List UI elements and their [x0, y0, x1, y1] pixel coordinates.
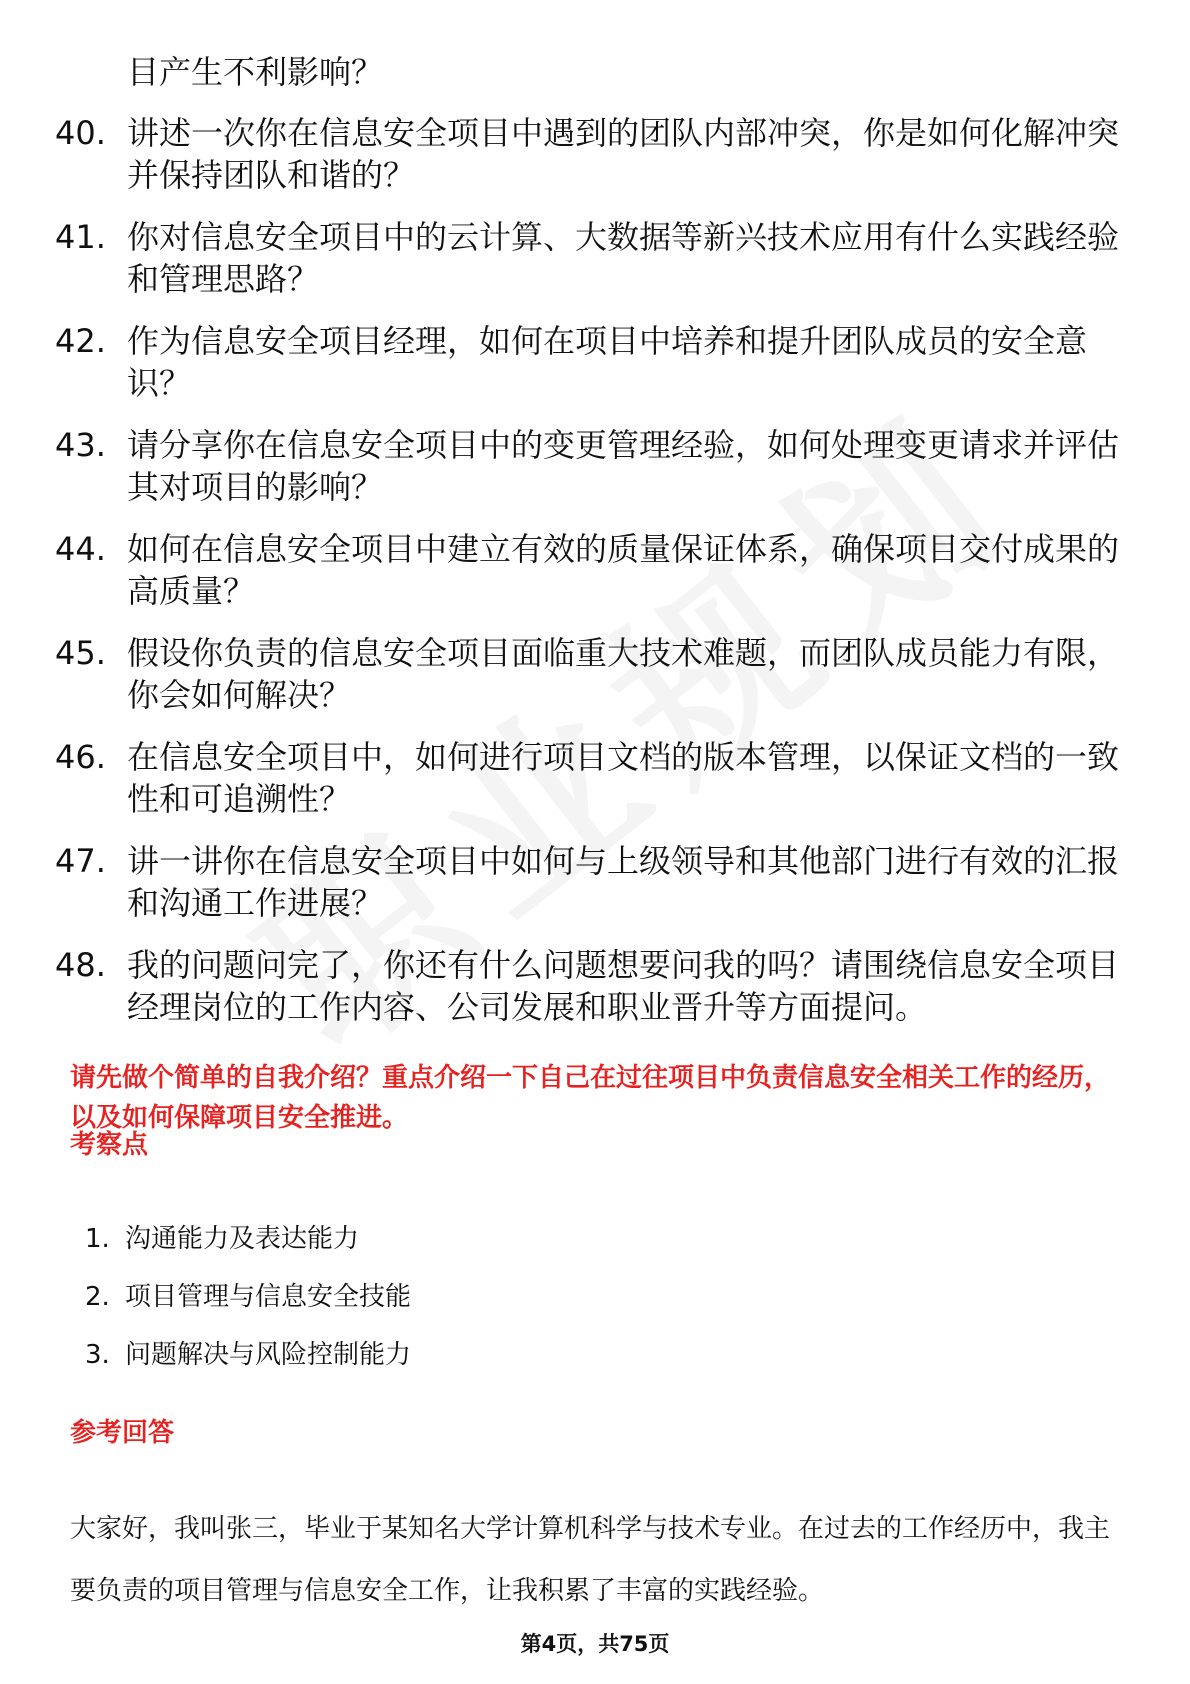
list-item — [85, 1222, 411, 1256]
point-number: 1. — [85, 1224, 110, 1254]
list-item — [55, 736, 1125, 820]
assessment-title: 考察点 — [70, 1130, 149, 1160]
question-number: 42. — [55, 322, 106, 360]
question-text: 假设你负责的信息安全项目面临重大技术难题，而团队成员能力有限，你会如何解决？ — [127, 634, 1120, 714]
question-text: 如何在信息安全项目中建立有效的质量保证体系，确保项目交付成果的高质量？ — [127, 530, 1120, 610]
list-item — [55, 424, 1125, 508]
list-item — [55, 632, 1125, 716]
question-number: 43. — [55, 426, 106, 464]
point-number: 2. — [85, 1282, 110, 1312]
question-list — [55, 112, 1125, 1048]
question-number: 45. — [55, 634, 106, 672]
question-continuation: 目产生不利影响？ — [127, 53, 384, 91]
question-number: 40. — [55, 114, 106, 152]
question-text: 请分享你在信息安全项目中的变更管理经验，如何处理变更请求并评估其对项目的影响？ — [127, 426, 1120, 506]
question-number: 41. — [55, 218, 106, 256]
assessment-points — [85, 1222, 411, 1396]
point-text: 项目管理与信息安全技能 — [125, 1282, 412, 1312]
list-item — [55, 320, 1125, 404]
question-number: 46. — [55, 738, 106, 776]
question-text: 我的问题问完了，你还有什么问题想要问我的吗？请围绕信息安全项目经理岗位的工作内容、公司发展和职业晋升等方面提问。 — [127, 946, 1120, 1026]
list-item — [55, 528, 1125, 612]
reference-title: 参考回答 — [70, 1418, 175, 1448]
question-number: 44. — [55, 530, 106, 568]
point-number: 3. — [85, 1340, 110, 1370]
question-text: 作为信息安全项目经理，如何在项目中培养和提升团队成员的安全意识？ — [127, 322, 1088, 402]
question-text: 讲一讲你在信息安全项目中如何与上级领导和其他部门进行有效的汇报和沟通工作进展？ — [127, 842, 1120, 922]
list-item — [55, 112, 1125, 196]
question-text: 你对信息安全项目中的云计算、大数据等新兴技术应用有什么实践经验和管理思路？ — [127, 218, 1120, 298]
page-footer: 第4页，共75页 — [520, 1632, 670, 1656]
list-item — [55, 840, 1125, 924]
list-item — [85, 1280, 411, 1314]
question-text: 讲述一次你在信息安全项目中遇到的团队内部冲突，你是如何化解冲突并保持团队和谐的？ — [127, 114, 1120, 194]
reference-answer: 大家好，我叫张三，毕业于某知名大学计算机科学与技术专业。在过去的工作经历中，我主要负责的项目管理与信息安全工作，让我积累了丰富的实践经验。 — [70, 1514, 1111, 1606]
question-text: 在信息安全项目中，如何进行项目文档的版本管理，以保证文档的一致性和可追溯性？ — [127, 738, 1120, 818]
question-number: 48. — [55, 946, 106, 984]
question-number: 47. — [55, 842, 106, 880]
point-text: 沟通能力及表达能力 — [125, 1224, 360, 1254]
list-item — [55, 944, 1125, 1028]
featured-question: 请先做个简单的自我介绍？重点介绍一下自己在过往项目中负责信息安全相关工作的经历，以及如何保障项目安全推进。 — [70, 1063, 1111, 1133]
list-item — [85, 1338, 411, 1372]
point-text: 问题解决与风险控制能力 — [125, 1340, 412, 1370]
list-item — [55, 216, 1125, 300]
